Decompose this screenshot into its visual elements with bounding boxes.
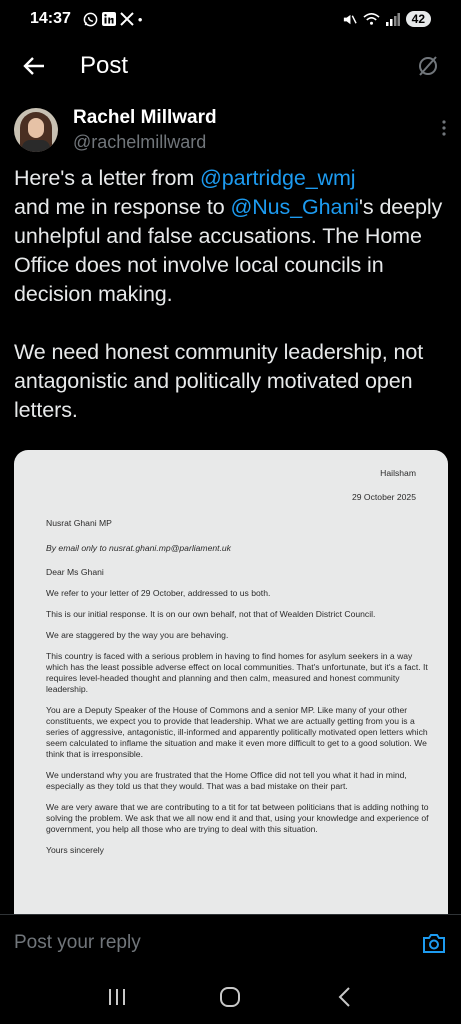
mention-link-nus-ghani[interactable]: @Nus_Ghani [230,195,359,219]
reply-input[interactable]: Post your reply [14,931,141,953]
camera-icon [422,932,446,954]
system-back-button[interactable] [324,977,364,1017]
camera-button[interactable] [421,930,447,956]
letter-paragraph: We are very aware that we are contributing to a tit for tat between politicians that is adding nothing to solving the problem. We ask that we all now end it and that, using your knowledge and experience of government, you help all those who are trying to deal with this situation. [46,802,429,834]
battery-level: 42 [406,11,431,27]
wifi-icon [363,12,380,26]
home-button[interactable] [210,977,250,1017]
recents-button[interactable] [97,977,137,1017]
signal-icon [386,13,400,26]
top-app-bar [0,40,461,92]
post-text [14,164,454,454]
post-paragraph-2: We need honest community leadership, not antagonistic and politically motivated open letters. [14,340,424,422]
arrow-left-icon [23,56,45,76]
more-options-button[interactable] [441,106,447,136]
home-icon [219,986,241,1008]
notification-dot: • [137,11,143,27]
recents-icon [107,988,127,1006]
whatsapp-icon [83,12,98,27]
letter-by-email: By email only to nusrat.ghani.mp@parliament.uk [46,543,231,553]
letter-paragraph: You are a Deputy Speaker of the House of Commons and a senior MP. Like many of your other constituents, we expect you to provide that leadership. What we are actually getting from you is a series of aggressive, antagonistic, ill-informed and apparently politically motivated open letters which seem calculated to inflame the situation and make it even more difficult to get to a good solution. We think that is irresponsible. [46,705,428,759]
letter-paragraph: This country is faced with a serious problem in having to find homes for asylum seekers in a way which has the least possible adverse effect on local communities. That's unfortunate, but it's a fact. It requires level-headed thought and planning and then calm, measured and honest community leadership. [46,651,428,694]
letter-paragraph: This is our initial response. It is on our own behalf, not that of Wealden District Council. [46,609,376,619]
linkedin-icon [102,12,116,26]
author-name[interactable]: Rachel Millward [73,107,217,128]
letter-closing: Yours sincerely [46,845,104,855]
reply-bar [0,914,461,970]
post-paragraph-1: Here's a letter from @partridge_wmj and me in response to @Nus_Ghani's deeply unhelpful and false accusations. The Home Office does not involve local councils in decision making. [14,166,443,306]
letter-addressee: Nusrat Ghani MP [46,518,112,528]
chevron-left-icon [337,986,351,1008]
status-bar [0,0,461,38]
letter-salutation: Dear Ms Ghani [46,567,104,577]
letter-place: Hailsham [380,468,416,478]
post-image-letter[interactable] [14,450,448,914]
author-handle[interactable]: @rachelmillward [73,132,207,152]
letter-paragraph: We understand why you are frustrated that the Home Office did not tell you what it had in mind, especially as they told us that they would. That was a bad mistake on their part. [46,770,407,791]
letter-date: 29 October 2025 [351,492,416,502]
system-nav-bar [0,970,461,1024]
grok-button[interactable] [415,53,441,79]
grok-icon [416,54,440,78]
back-button[interactable] [20,52,48,80]
post-author [14,106,447,154]
more-vertical-icon [442,120,446,136]
x-icon [120,12,134,26]
letter-paragraph: We refer to your letter of 29 October, addressed to us both. [46,588,271,598]
mention-link-partridge[interactable]: @partridge_wmj [200,166,356,190]
letter-paragraph: We are staggered by the way you are behaving. [46,630,229,640]
page-title: Post [80,52,129,79]
avatar[interactable] [14,108,58,152]
mute-icon [342,12,357,27]
status-time: 14:37 [30,10,71,27]
